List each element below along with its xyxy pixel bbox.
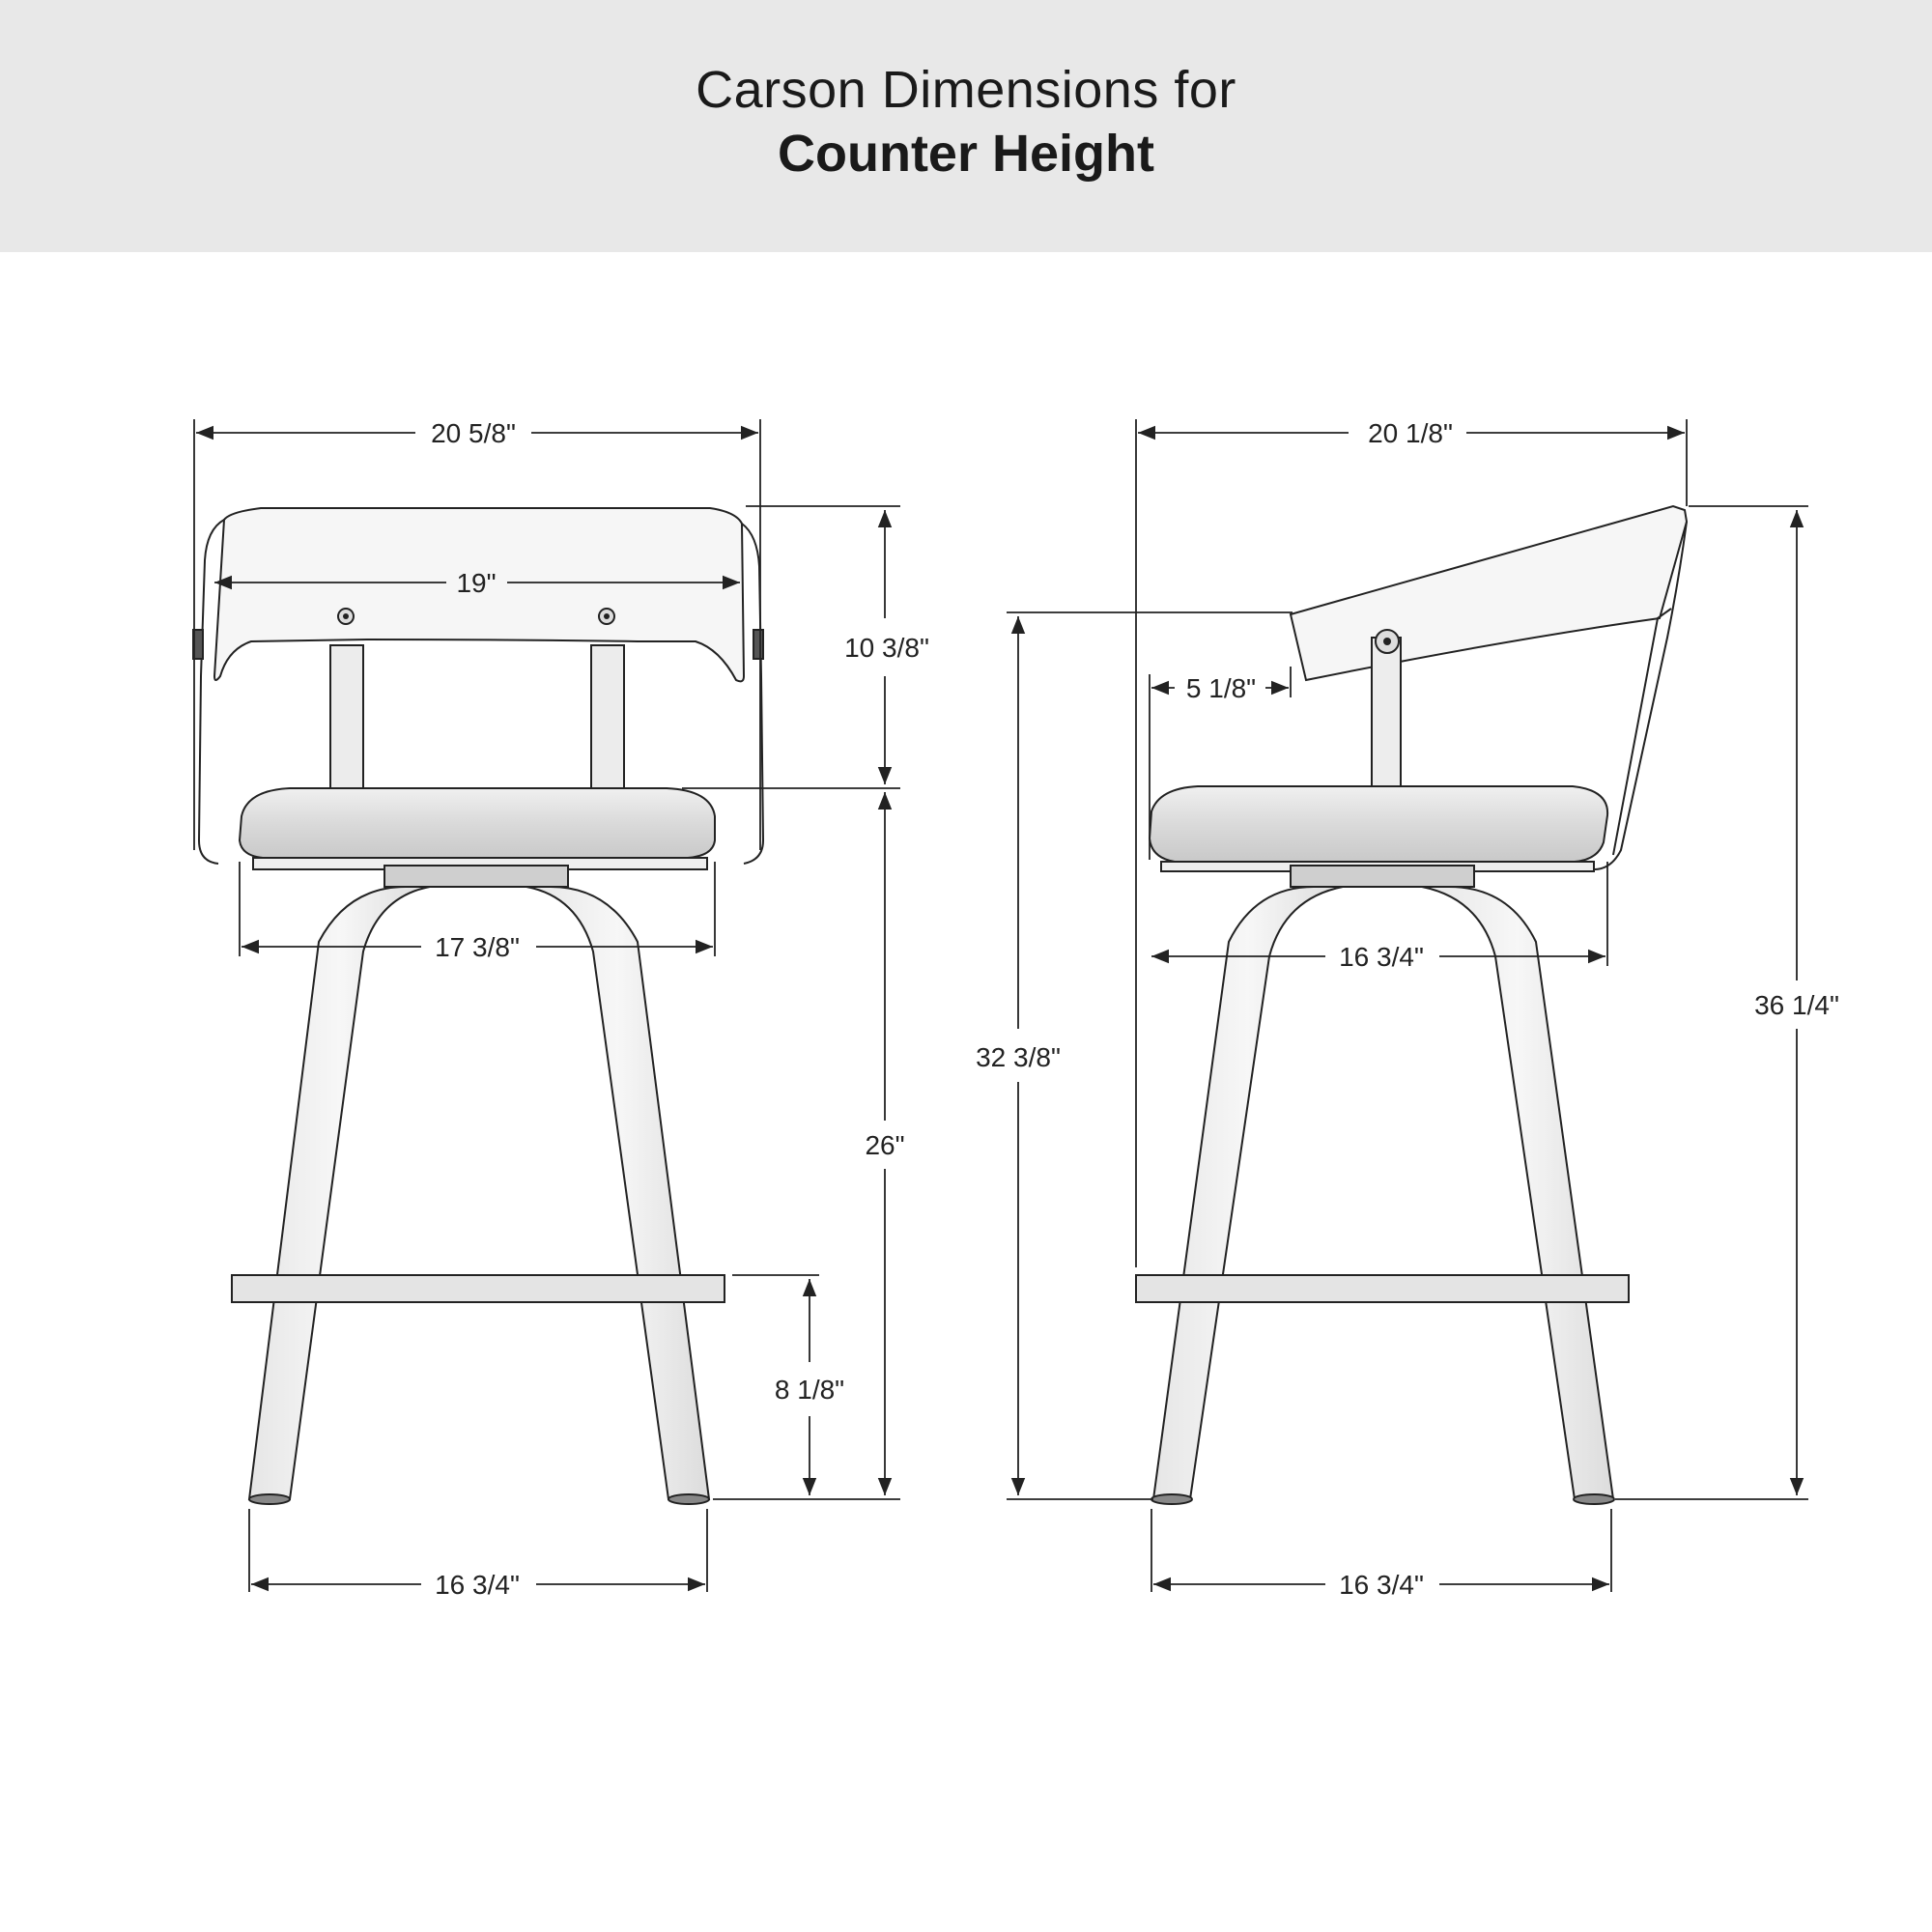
side-backrest [1291,506,1687,680]
side-seat [1150,786,1607,862]
title-line-1: Carson Dimensions for [696,61,1236,119]
side-swivel [1291,866,1474,887]
title-line-2: Counter Height [778,125,1154,183]
front-seat [240,788,715,858]
label-overall-depth: 20 1/8" [1368,418,1453,448]
label-seat-depth: 16 3/4" [1339,942,1424,972]
label-arm-height: 32 3/8" [976,1042,1061,1072]
front-leg-left [249,887,430,1499]
label-footrest-height: 8 1/8" [774,1375,845,1405]
strut-right [591,645,624,790]
label-side-base-depth: 16 3/4" [1339,1570,1424,1600]
front-swivel [384,866,568,887]
label-back-inner-width: 19" [456,568,497,598]
label-overall-height: 36 1/4" [1754,990,1839,1020]
side-leg-right [1422,887,1613,1499]
strut-left [330,645,363,790]
side-view [1136,506,1687,1504]
front-footrest [232,1275,724,1302]
label-overall-width: 20 5/8" [431,418,516,448]
label-seat-height: 26" [865,1130,905,1160]
side-footrest [1136,1275,1629,1302]
front-view [193,508,763,1504]
front-leg-right [526,887,709,1499]
front-bracket-right [753,630,763,659]
label-seat-width: 17 3/8" [435,932,520,962]
label-back-height: 10 3/8" [844,633,929,663]
label-front-base-width: 16 3/4" [435,1570,520,1600]
side-leg-left [1153,887,1343,1499]
label-arm-offset: 5 1/8" [1185,673,1257,703]
